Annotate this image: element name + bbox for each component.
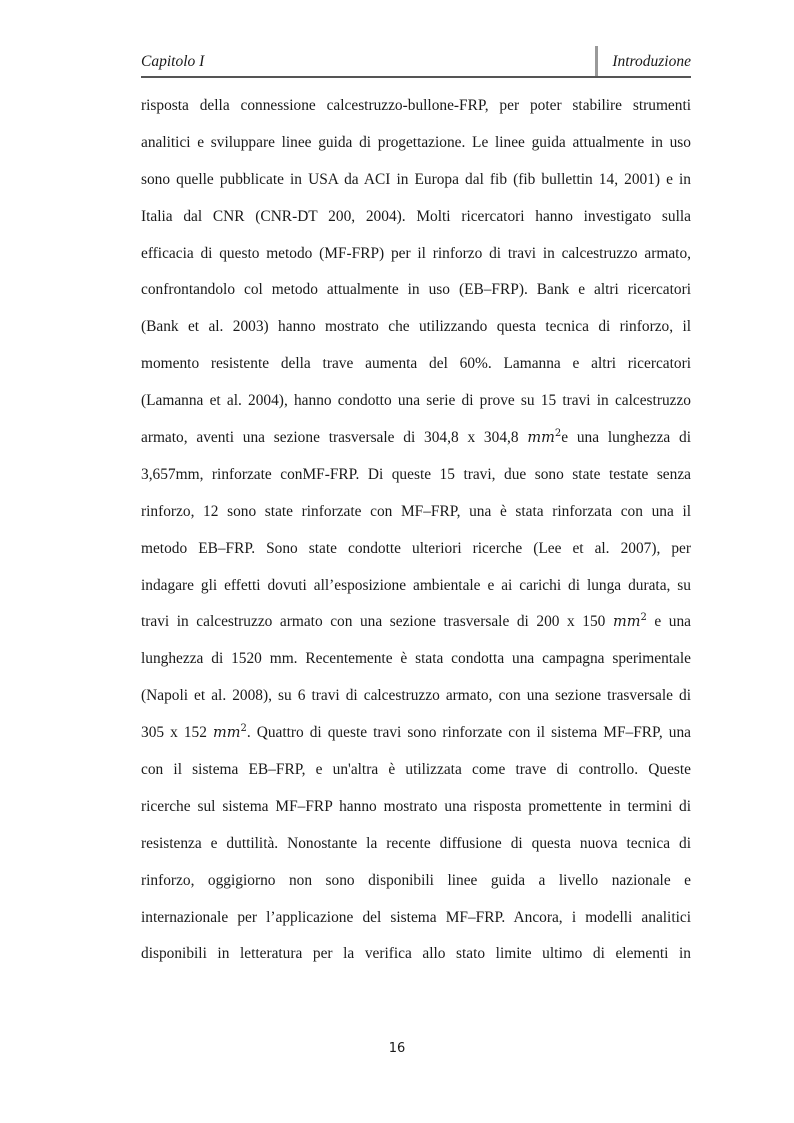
header-rule — [141, 76, 691, 78]
unit-exponent: 2 — [240, 723, 247, 735]
text-line: resistenza e duttilità. Nonostante la recente diffusione di questa nuova tecnica di — [141, 834, 691, 852]
text-line: (Bank et al. 2003) hanno mostrato che utilizzando questa tecnica di rinforzo, il — [141, 318, 691, 336]
math-unit — [527, 430, 561, 446]
text-line: (Napoli et al. 2008), su 6 travi di calcestruzzo armato, con una sezione trasversale di — [141, 687, 691, 705]
text-line: risposta della connessione calcestruzzo-bullone-FRP, per poter stabilire strumenti — [141, 97, 691, 114]
text-line: analitici e sviluppare linee guida di progettazione. Le linee guida attualmente in uso — [141, 133, 691, 151]
math-unit — [213, 725, 247, 741]
text-line: efficacia di questo metodo (MF-FRP) per il rinforzo di travi in calcestruzzo armato, — [141, 244, 691, 262]
line-text: e una lunghezza di — [561, 429, 691, 447]
text-line: internazionale per l’applicazione del sistema MF–FRP. Ancora, i modelli analitici — [141, 908, 691, 926]
line-text: armato, aventi una sezione trasversale di 304,8 x 304,8 — [141, 429, 528, 447]
text-line: Italia dal CNR (CNR-DT 200, 2004). Molti ricercatori hanno investigato sulla — [141, 207, 691, 225]
text-line-with-math — [141, 424, 691, 461]
text-line-with-math — [141, 608, 691, 645]
math-unit — [613, 614, 647, 630]
text-line: rinforzo, 12 sono state rinforzate con MF–FRP, una è stata rinforzata con una il — [141, 502, 691, 520]
line-text: . Quattro di queste travi sono rinforzate con il sistema MF–FRP, una — [246, 724, 691, 742]
section-title: Introduzione — [612, 53, 691, 70]
line-text: 305 x 152 — [141, 724, 213, 742]
page-header — [141, 46, 691, 78]
text-line: momento resistente della trave aumenta del 60%. Lamanna e altri ricercatori — [141, 355, 691, 373]
body-paragraph — [141, 92, 691, 977]
unit-exponent: 2 — [640, 612, 647, 624]
text-line: lunghezza di 1520 mm. Recentemente è stata condotta una campagna sperimentale — [141, 650, 691, 668]
line-text: e una — [646, 613, 692, 631]
header-divider — [595, 46, 598, 76]
text-line: (Lamanna et al. 2004), hanno condotto una serie di prove su 15 travi in calcestruzzo — [141, 392, 691, 410]
unit-text: mm — [612, 614, 641, 631]
text-line: rinforzo, oggigiorno non sono disponibili linee guida a livello nazionale e — [141, 871, 691, 889]
text-line: con il sistema EB–FRP, e un'altra è utilizzata come trave di controllo. Queste — [141, 761, 691, 779]
line-text: travi in calcestruzzo armato con una sezione trasversale di 200 x 150 — [141, 613, 613, 631]
unit-text: mm — [212, 725, 241, 742]
text-line: metodo EB–FRP. Sono state condotte ulteriori ricerche (Lee et al. 2007), per — [141, 539, 691, 557]
text-line: confrontandolo col metodo attualmente in uso (EB–FRP). Bank e altri ricercatori — [141, 281, 691, 299]
page-number: 16 — [388, 1041, 406, 1056]
text-line: 3,657mm, rinforzate conMF-FRP. Di queste 15 travi, due sono state testate senza — [141, 465, 691, 483]
text-line: sono quelle pubblicate in USA da ACI in Europa dal fib (fib bullettin 14, 2001) e in — [141, 170, 691, 188]
text-line: disponibili in letteratura per la verifica allo stato limite ultimo di elementi in — [141, 945, 691, 963]
unit-exponent: 2 — [554, 428, 562, 440]
chapter-title: Capitolo I — [141, 53, 205, 70]
text-line-with-math — [141, 719, 691, 756]
text-line: indagare gli effetti dovuti all’esposizione ambientale e ai carichi di lunga durata, su — [141, 576, 691, 594]
text-line: ricerche sul sistema MF–FRP hanno mostrato una risposta promettente in termini di — [141, 797, 691, 815]
unit-text: mm — [527, 430, 555, 447]
